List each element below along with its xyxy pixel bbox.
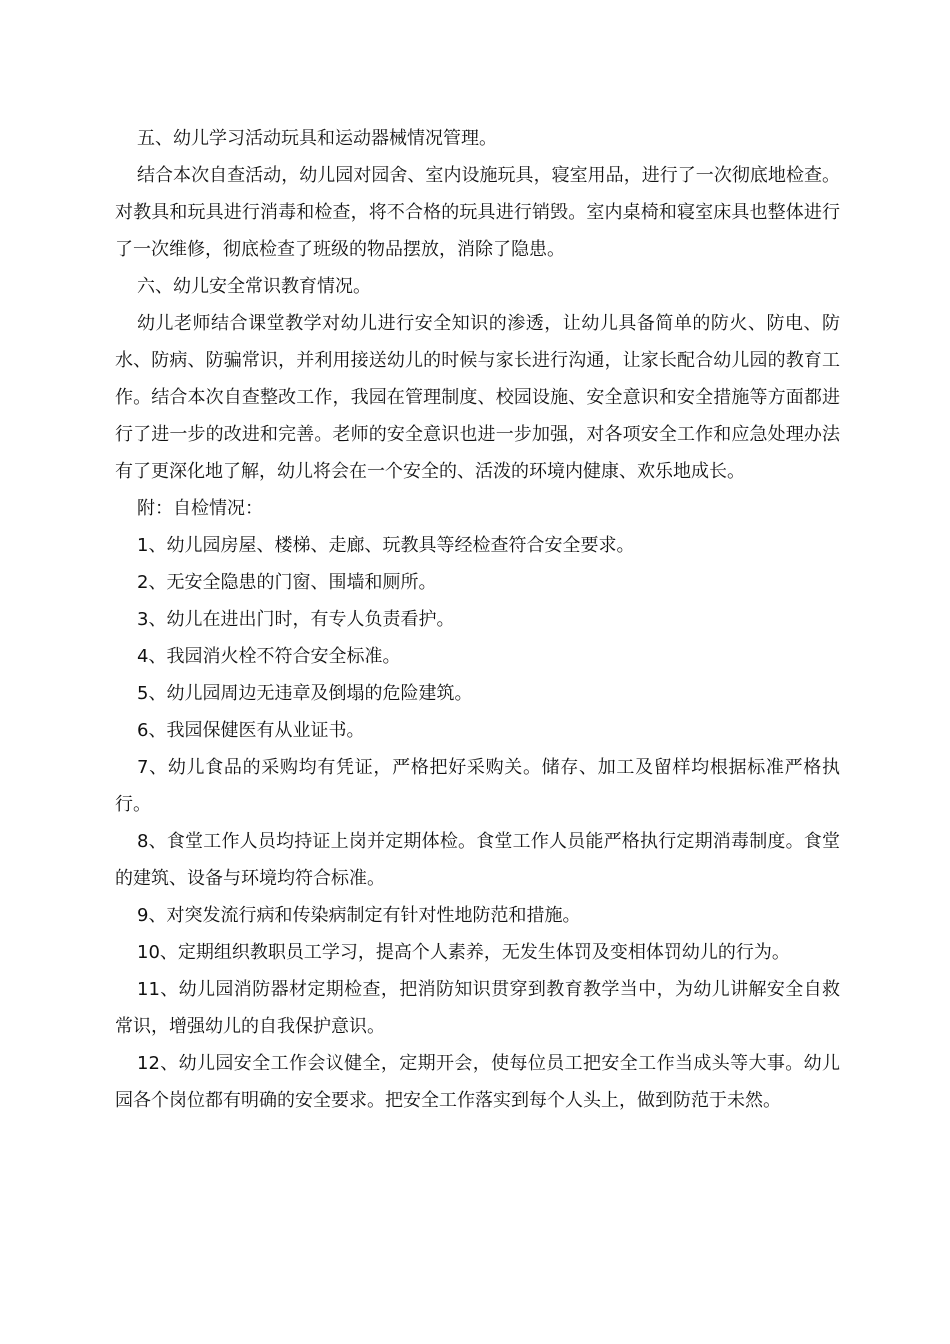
- list-item-1: 1、幼儿园房屋、楼梯、走廊、玩教具等经检查符合安全要求。: [137, 535, 635, 556]
- paragraph-safety-education: 幼儿老师结合课堂教学对幼儿进行安全知识的渗透，让幼儿具备简单的防火、防电、防水、防病、防骗常识，并利用接送幼儿的时候与家长进行沟通，让家长配合幼儿园的教育工作。结合本次自查整改工作，我园在管理制度、校园设施、安全意识和安全措施等方面都进行了进一步的改进和完善。老师的安全意识也进一步加强，对各项安全工作和应急处理办法有了更深化地了解，幼儿将会在一个安全的、活泼的环境内健康、欢乐地成长。: [115, 313, 840, 482]
- list-item-10: 10、定期组织教职员工学习，提高个人素养，无发生体罚及变相体罚幼儿的行为。: [137, 942, 790, 963]
- list-item-3: 3、幼儿在进出门时，有专人负责看护。: [137, 609, 455, 630]
- list-item-4: 4、我园消火栓不符合安全标准。: [137, 646, 401, 667]
- list-item-6: 6、我园保健医有从业证书。: [137, 720, 365, 741]
- list-item-11: 11、幼儿园消防器材定期检查，把消防知识贯穿到教育教学当中，为幼儿讲解安全自救常识，增强幼儿的自我保护意识。: [115, 979, 840, 1037]
- document-body: [115, 120, 840, 1119]
- appendix-heading: 附：自检情况：: [137, 498, 263, 519]
- list-item-9: 9、对突发流行病和传染病制定有针对性地防范和措施。: [137, 905, 581, 926]
- paragraph-toys-inspection: 结合本次自查活动，幼儿园对园舍、室内设施玩具，寝室用品，进行了一次彻底地检查。对教具和玩具进行消毒和检查，将不合格的玩具进行销毁。室内桌椅和寝室床具也整体进行了一次维修，彻底检查了班级的物品摆放，消除了隐患。: [115, 165, 840, 260]
- list-item-2: 2、无安全隐患的门窗、围墙和厕所。: [137, 572, 437, 593]
- section-heading-six: 六、幼儿安全常识教育情况。: [137, 276, 371, 297]
- section-heading-five: 五、幼儿学习活动玩具和运动器械情况管理。: [137, 128, 497, 149]
- list-item-8: 8、食堂工作人员均持证上岗并定期体检。食堂工作人员能严格执行定期消毒制度。食堂的建筑、设备与环境均符合标准。: [115, 831, 840, 889]
- list-item-5: 5、幼儿园周边无违章及倒塌的危险建筑。: [137, 683, 473, 704]
- list-item-7: 7、幼儿食品的采购均有凭证，严格把好采购关。储存、加工及留样均根据标准严格执行。: [115, 757, 840, 815]
- list-item-12: 12、幼儿园安全工作会议健全，定期开会，使每位员工把安全工作当成头等大事。幼儿园各个岗位都有明确的安全要求。把安全工作落实到每个人头上，做到防范于未然。: [115, 1053, 840, 1111]
